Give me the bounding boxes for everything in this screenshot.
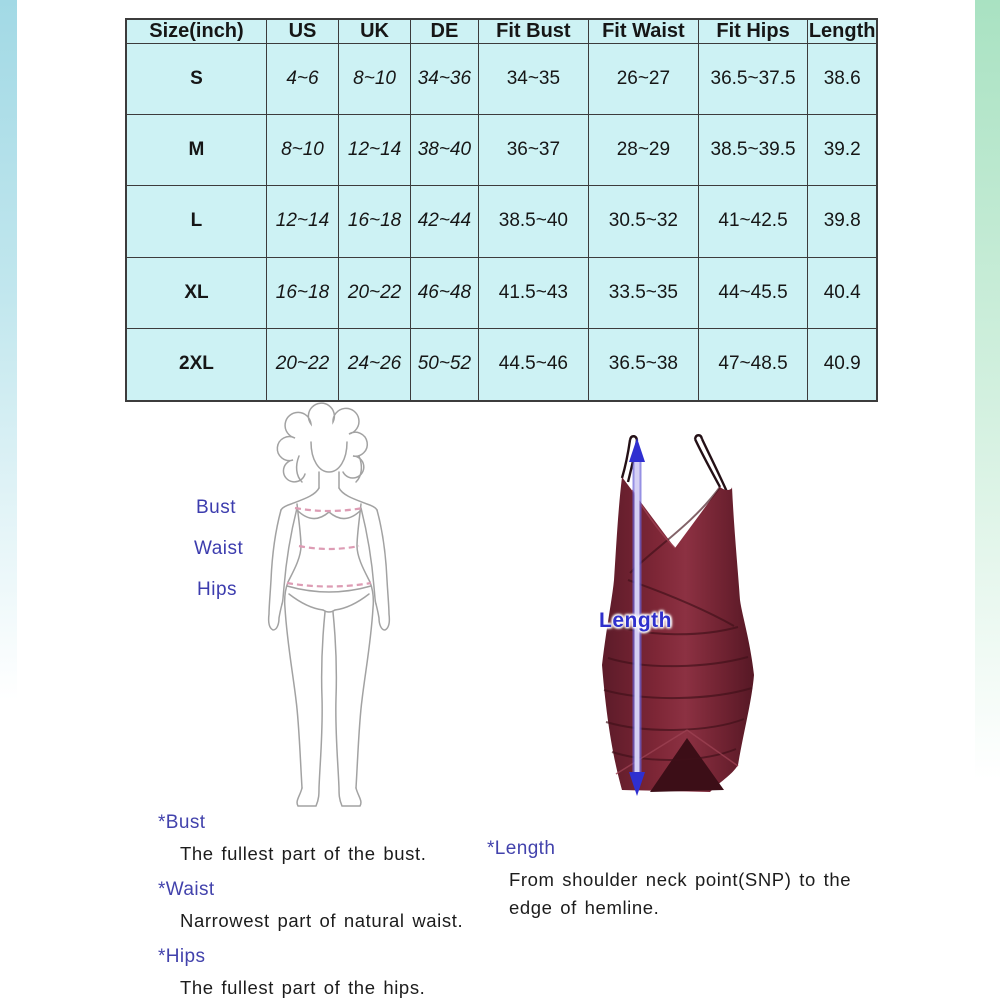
cell-hips: 44~45.5 bbox=[698, 257, 808, 328]
column-header-us: US bbox=[266, 19, 338, 44]
cell-waist: 26~27 bbox=[589, 44, 699, 115]
cell-waist: 30.5~32 bbox=[589, 186, 699, 257]
cell-uk: 20~22 bbox=[339, 257, 411, 328]
column-header-length: Length bbox=[808, 20, 876, 42]
table-row-l bbox=[126, 186, 877, 257]
column-header-fit-waist: Fit Waist bbox=[589, 19, 699, 44]
footnote-length bbox=[487, 836, 865, 922]
cell-us: 4~6 bbox=[266, 44, 338, 115]
cell-size: XL bbox=[126, 257, 266, 328]
cell-size: L bbox=[126, 186, 266, 257]
cell-de: 42~44 bbox=[411, 186, 479, 257]
table-row-m bbox=[126, 115, 877, 186]
footnote-definition: Narrowest part of natural waist. bbox=[180, 910, 464, 931]
cell-length: 38.6 bbox=[808, 44, 877, 115]
cell-hips: 36.5~37.5 bbox=[698, 44, 808, 115]
cell-de: 38~40 bbox=[411, 115, 479, 186]
hips-dash-line bbox=[287, 583, 371, 587]
cell-de: 50~52 bbox=[411, 328, 479, 401]
footnote-hips bbox=[158, 944, 488, 1000]
column-header-fit-hips: Fit Hips bbox=[698, 19, 808, 44]
cell-uk: 24~26 bbox=[339, 328, 411, 401]
table-row-2xl bbox=[126, 328, 877, 401]
size-chart-table bbox=[125, 18, 878, 402]
cell-size: S bbox=[126, 44, 266, 115]
cell-bust: 38.5~40 bbox=[478, 186, 588, 257]
bust-label: Bust bbox=[196, 497, 237, 518]
cell-hips: 41~42.5 bbox=[698, 186, 808, 257]
cell-size: M bbox=[126, 115, 266, 186]
footnote-waist bbox=[158, 877, 488, 935]
length-label: Length bbox=[599, 609, 672, 632]
cell-hips: 38.5~39.5 bbox=[698, 115, 808, 186]
cell-length: 40.9 bbox=[808, 328, 877, 401]
table-row-xl bbox=[126, 257, 877, 328]
cell-length: 39.2 bbox=[808, 115, 877, 186]
left-gradient-strip bbox=[0, 0, 17, 1000]
bust-dash-line bbox=[295, 508, 363, 511]
footnote-definition: The fullest part of the hips. bbox=[180, 977, 426, 998]
cell-de: 34~36 bbox=[411, 44, 479, 115]
cell-bust: 44.5~46 bbox=[478, 328, 588, 401]
table-row-s bbox=[126, 44, 877, 115]
column-header-uk: UK bbox=[339, 19, 411, 44]
footnote-term: *Hips bbox=[158, 946, 206, 967]
footnote-bust bbox=[158, 810, 488, 868]
cell-us: 8~10 bbox=[266, 115, 338, 186]
cell-bust: 34~35 bbox=[478, 44, 588, 115]
footnote-definition: From shoulder neck point(SNP) to the edge of hemline. bbox=[509, 869, 852, 918]
waist-dash-line bbox=[299, 546, 359, 549]
hips-label: Hips bbox=[197, 579, 238, 600]
cell-us: 20~22 bbox=[266, 328, 338, 401]
cell-bust: 36~37 bbox=[478, 115, 588, 186]
cell-waist: 33.5~35 bbox=[589, 257, 699, 328]
waist-label: Waist bbox=[194, 538, 244, 559]
footnote-term: *Bust bbox=[158, 812, 206, 833]
footnote-definition: The fullest part of the bust. bbox=[180, 843, 427, 864]
cell-size: 2XL bbox=[126, 328, 266, 401]
cell-uk: 8~10 bbox=[339, 44, 411, 115]
column-header-size: Size(inch) bbox=[126, 19, 266, 44]
cell-bust: 41.5~43 bbox=[478, 257, 588, 328]
female-figure-diagram bbox=[234, 402, 424, 814]
cell-us: 12~14 bbox=[266, 186, 338, 257]
cell-uk: 16~18 bbox=[339, 186, 411, 257]
column-header-de: DE bbox=[411, 19, 479, 44]
cell-length: 39.8 bbox=[808, 186, 877, 257]
cell-hips: 47~48.5 bbox=[698, 328, 808, 401]
header-row bbox=[126, 19, 877, 44]
column-header-fit-bust: Fit Bust bbox=[478, 19, 588, 44]
footnote-term: *Length bbox=[487, 838, 556, 859]
footnote-term: *Waist bbox=[158, 879, 215, 900]
cell-waist: 36.5~38 bbox=[589, 328, 699, 401]
footnotes-left bbox=[158, 810, 488, 1000]
footnotes-right bbox=[487, 836, 865, 931]
cell-waist: 28~29 bbox=[589, 115, 699, 186]
cell-length: 40.4 bbox=[808, 257, 877, 328]
cell-us: 16~18 bbox=[266, 257, 338, 328]
cell-de: 46~48 bbox=[411, 257, 479, 328]
right-gradient-strip bbox=[975, 0, 1000, 1000]
cell-uk: 12~14 bbox=[339, 115, 411, 186]
